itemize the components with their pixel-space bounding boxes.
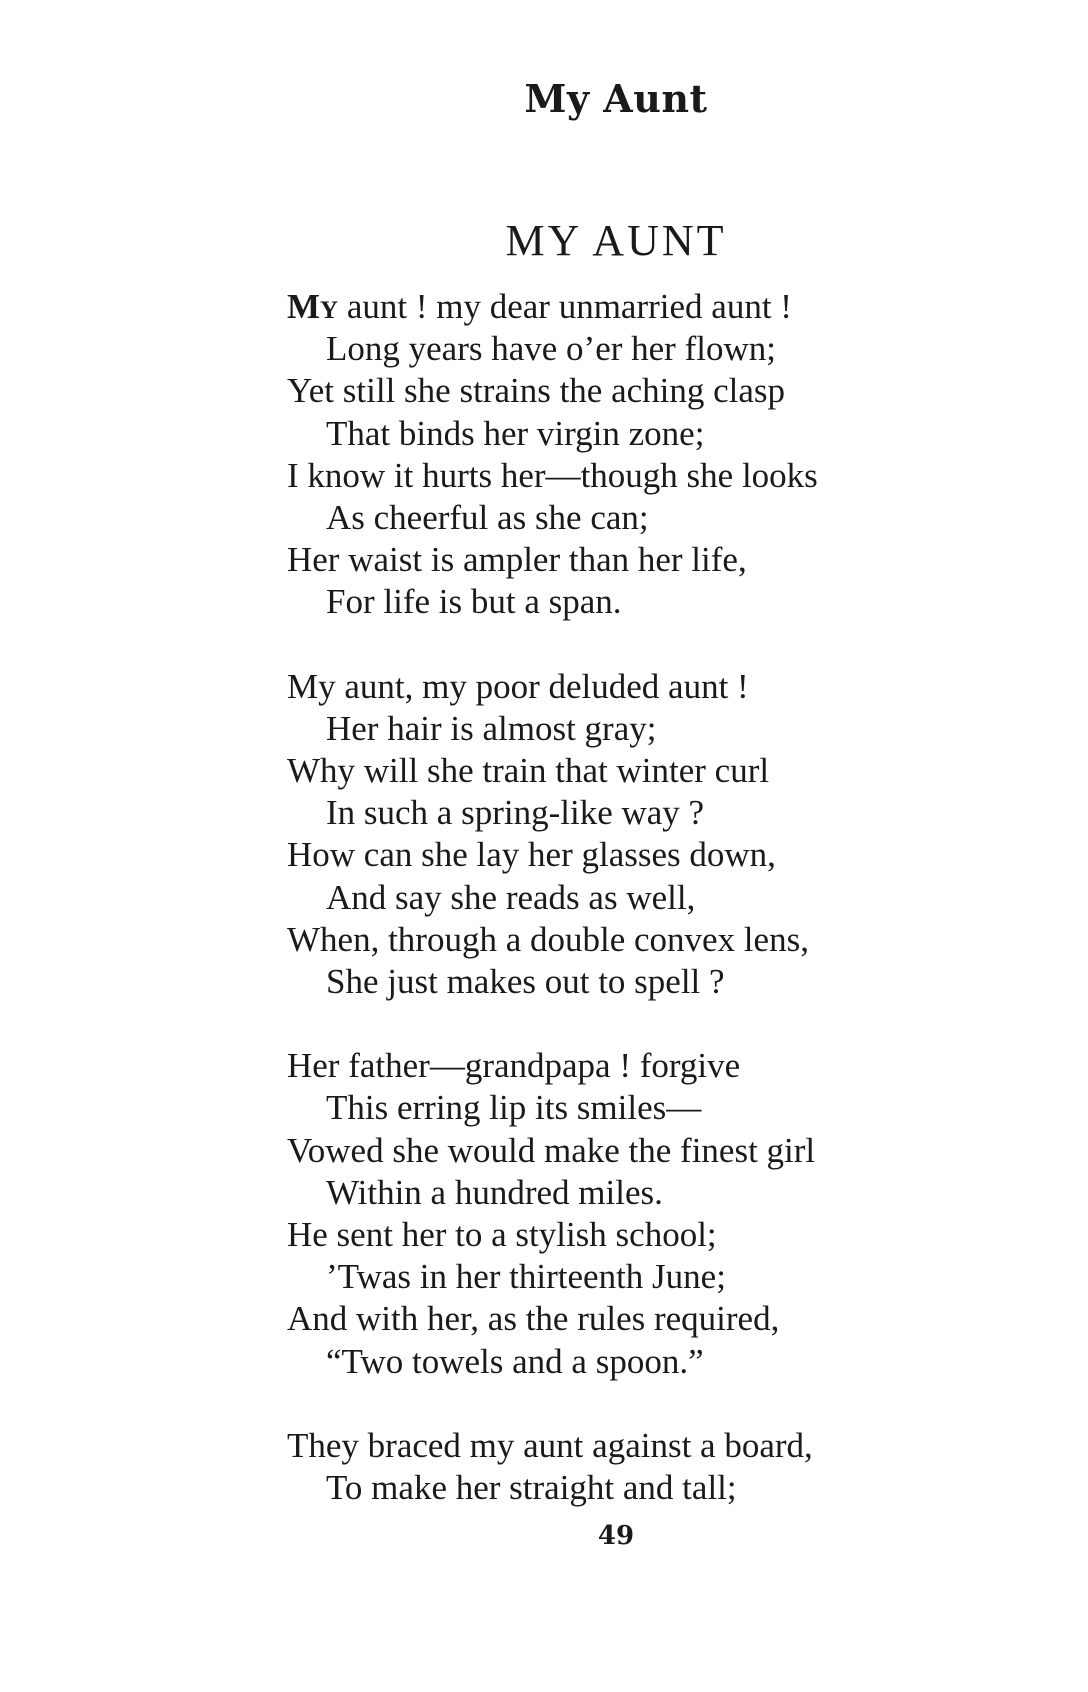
poem-line: “Two towels and a spoon.”	[326, 1341, 704, 1381]
running-title: My Aunt	[524, 76, 708, 121]
poem-line: This erring lip its smiles—	[326, 1088, 702, 1128]
poem-line: Vowed she would make the finest girl	[287, 1130, 816, 1170]
stanza-1	[287, 286, 987, 624]
poem-line: I know it hurts her—though she looks	[287, 455, 818, 495]
poem-line: ’Twas in her thirteenth June;	[326, 1257, 726, 1297]
poem-title: MY AUNT	[505, 216, 727, 265]
poem-line: When, through a double convex lens,	[287, 919, 809, 959]
poem-body	[287, 286, 987, 1551]
poem-line: For life is but a span.	[326, 582, 622, 622]
poem-line: That binds her virgin zone;	[326, 413, 705, 453]
poem-line: And with her, as the rules required,	[287, 1299, 780, 1339]
poem-line: They braced my aunt against a board,	[287, 1425, 813, 1465]
poem-line: Within a hundred miles.	[326, 1172, 663, 1212]
poem-line: Her hair is almost gray;	[326, 708, 657, 748]
stanza-4	[287, 1425, 987, 1509]
poem-line: In such a spring-like way ?	[326, 793, 705, 833]
poem-line	[287, 286, 987, 328]
poem-line: He sent her to a stylish school;	[287, 1215, 717, 1255]
poem-line: Her waist is ampler than her life,	[287, 540, 747, 580]
stanza-3	[287, 1045, 987, 1383]
poem-line: How can she lay her glasses down,	[287, 835, 776, 875]
poem-line: She just makes out to spell ?	[326, 962, 725, 1002]
poem-line: As cheerful as she can;	[326, 498, 649, 538]
poem-line: Why will she train that winter curl	[287, 751, 770, 791]
poem-line: To make her straight and tall;	[326, 1468, 737, 1508]
poem-line: And say she reads as well,	[326, 877, 696, 917]
line-text: aunt ! my dear unmarried aunt !	[338, 287, 792, 326]
stanza-2	[287, 666, 987, 1004]
poem-line: Yet still she strains the aching clasp	[287, 371, 786, 411]
page-number: 49	[597, 1521, 635, 1551]
poem-line: My aunt, my poor deluded aunt !	[287, 666, 749, 706]
drop-word: My	[287, 287, 339, 326]
poem-line: Long years have o’er her flown;	[326, 329, 776, 369]
poem-line: Her father—grandpapa ! forgive	[287, 1046, 741, 1086]
